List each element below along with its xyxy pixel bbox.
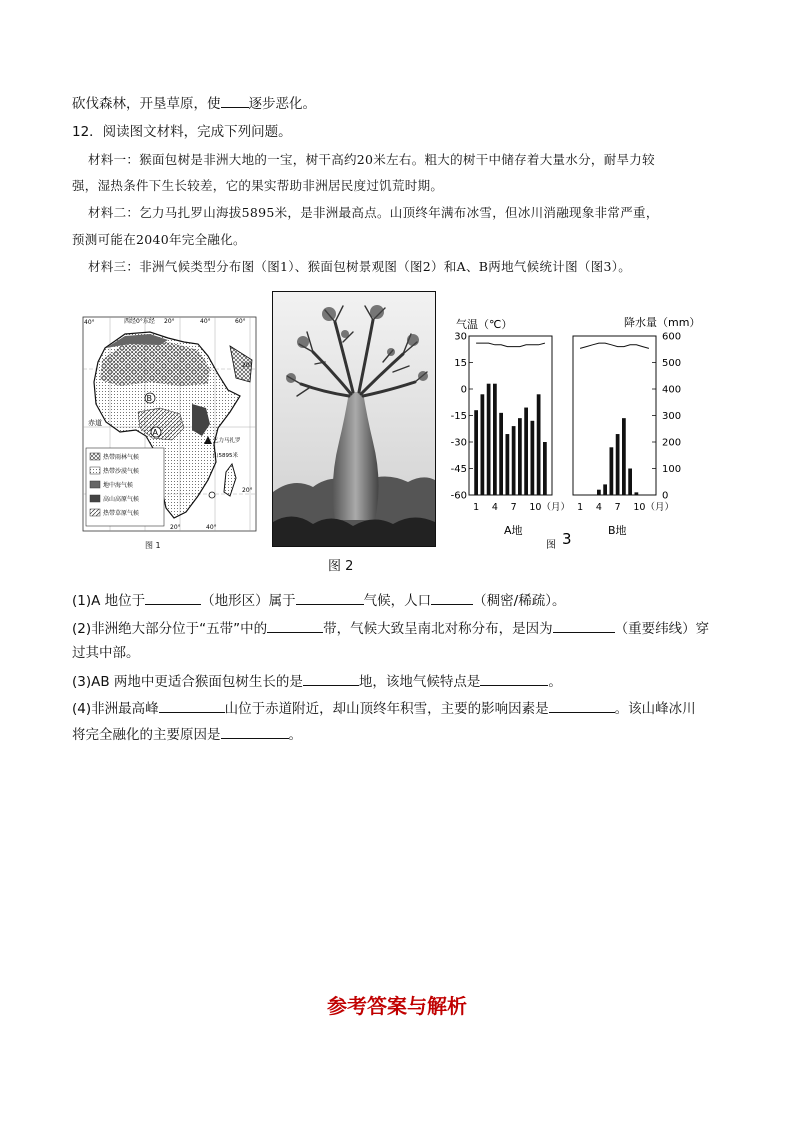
- precipitation-tick-label: 0: [662, 490, 669, 502]
- chart-b-temperature-line: [580, 343, 649, 348]
- question-4: (4)非洲最高峰 山位于赤道附近，却山顶终年积雪，主要的影响因素是 。该山峰冰川: [72, 698, 696, 719]
- precipitation-tick-label: 400: [662, 384, 682, 396]
- precipitation-tick-label: 100: [662, 464, 682, 475]
- material-2-line-2: 预测可能在2040年完全融化。: [72, 232, 246, 247]
- precipitation-bar: [493, 384, 497, 495]
- precipitation-bar: [537, 394, 541, 495]
- legend-item: 热带雨林气候: [103, 454, 140, 461]
- figure-2-caption: 图 2: [328, 559, 354, 574]
- map-lon-label: 20°: [170, 524, 181, 531]
- point-a-label: A: [152, 428, 158, 437]
- answer-blank[interactable]: [221, 93, 249, 108]
- question-1: (1)A 地位于 （地形区）属于 气候，人口 （稠密/稀疏）。: [72, 590, 565, 611]
- answer-blank[interactable]: [303, 671, 359, 686]
- temperature-tick-label: -45: [450, 464, 467, 475]
- map-lon-label: 60°: [235, 318, 246, 325]
- answer-blank[interactable]: [267, 618, 323, 633]
- precipitation-tick-label: 600: [662, 331, 682, 343]
- figure-1-caption: 图 1: [145, 541, 161, 550]
- answer-blank[interactable]: [221, 724, 289, 739]
- answer-blank[interactable]: [553, 618, 615, 633]
- precipitation-bar: [635, 492, 639, 495]
- legend-item: 热带沙漠气候: [103, 468, 140, 475]
- material-2-line-1: 材料二：乞力马扎罗山海拔5895米，是非洲最高点。山顶终年满布冰雪，但冰川消融现象非常严重，: [88, 205, 659, 220]
- precipitation-bar: [603, 484, 607, 495]
- map-lon-label: 40°: [84, 319, 95, 326]
- month-tick-label: 1: [577, 502, 584, 513]
- precipitation-bar: [506, 434, 510, 495]
- figure-3-climate-charts: [448, 312, 701, 552]
- legend-item: 地中海气候: [103, 482, 134, 489]
- mountain-label: 乞力马扎罗: [213, 438, 241, 444]
- chart-a-place-label: A地: [504, 524, 523, 537]
- precipitation-bar: [481, 394, 485, 495]
- precipitation-bar: [616, 434, 620, 495]
- question-2: (2)非洲绝大部分位于“五带”中的 带，气候大致呈南北对称分布，是因为 （重要纬线）穿: [72, 618, 709, 639]
- map-lon-label: 20°: [164, 318, 175, 325]
- precipitation-bar: [543, 442, 547, 495]
- temperature-tick-label: -60: [450, 490, 467, 502]
- month-tick-label: 10（月）: [633, 502, 674, 513]
- material-1-line-1: 材料一：猴面包树是非洲大地的一宝，树干高约20米左右。粗大的树干中储存着大量水分，耐旱力较: [88, 152, 655, 167]
- question-3: (3)AB 两地中更适合猴面包树生长的是 地，该地气候特点是 。: [72, 671, 562, 692]
- precipitation-bar: [531, 421, 535, 495]
- precipitation-bar: [622, 418, 626, 495]
- month-tick-label: 1: [473, 502, 480, 513]
- chart-b-place-label: B地: [608, 524, 627, 537]
- precipitation-bar: [487, 384, 491, 495]
- temperature-tick-label: 0: [460, 384, 467, 396]
- chart-a-temperature-line: [476, 343, 545, 347]
- figure-3-caption: 图: [546, 540, 556, 551]
- map-lat-label: 20°: [242, 487, 253, 494]
- temperature-tick-label: 15: [454, 358, 467, 369]
- precipitation-bar: [628, 469, 632, 496]
- figure-3-caption-number: 3: [562, 530, 572, 548]
- precipitation-tick-label: 200: [662, 437, 682, 449]
- month-tick-label: 4: [491, 502, 498, 513]
- map-lon-label: 40°: [200, 318, 211, 325]
- answer-section-title: 参考答案与解析: [327, 994, 467, 1018]
- question-12-title: 12．阅读图文材料，完成下列问题。: [72, 124, 292, 140]
- point-b-label: B: [146, 394, 152, 403]
- answer-blank[interactable]: [480, 671, 548, 686]
- answer-blank[interactable]: [431, 590, 473, 605]
- map-lat-label: 20°: [242, 362, 253, 369]
- mountain-height-label: 山5895米: [213, 453, 238, 459]
- map-lon-label: 西经0°东经: [124, 318, 155, 325]
- question-4-cont: 将完全融化的主要原因是 。: [72, 724, 302, 745]
- answer-blank[interactable]: [296, 590, 364, 605]
- precipitation-bar: [524, 408, 528, 495]
- precipitation-bar: [610, 447, 614, 495]
- precipitation-bar: [518, 418, 522, 495]
- temperature-tick-label: 30: [454, 331, 467, 343]
- temperature-axis-label: 气温（℃）: [456, 318, 513, 331]
- figure-2-baobab-photo: [272, 291, 436, 547]
- precipitation-tick-label: 500: [662, 358, 682, 369]
- precipitation-tick-label: 300: [662, 411, 682, 422]
- legend-item: 热带草原气候: [103, 510, 140, 517]
- material-1-line-2: 强，湿热条件下生长较差，它的果实帮助非洲居民度过饥荒时期。: [72, 178, 444, 193]
- answer-blank[interactable]: [549, 698, 615, 713]
- month-tick-label: 7: [510, 502, 517, 513]
- precipitation-bar: [499, 413, 503, 495]
- map-lon-label: 40°: [206, 524, 217, 531]
- answer-blank[interactable]: [145, 590, 201, 605]
- month-tick-label: 10（月）: [529, 502, 570, 513]
- top-line: 砍伐森林，开垦草原，使 逐步恶化。: [72, 93, 316, 114]
- precipitation-bar: [597, 490, 601, 495]
- chart-b-frame: [573, 336, 656, 495]
- precipitation-bar: [512, 426, 516, 495]
- figure-1-map: [80, 312, 260, 534]
- month-tick-label: 7: [614, 502, 621, 513]
- legend-item: 高山高原气候: [103, 496, 140, 503]
- month-tick-label: 4: [595, 502, 602, 513]
- temperature-tick-label: -15: [450, 411, 467, 422]
- answer-blank[interactable]: [159, 698, 225, 713]
- temperature-tick-label: -30: [450, 437, 467, 449]
- question-2-cont: 过其中部。: [72, 645, 140, 661]
- material-3: 材料三：非洲气候类型分布图（图1）、猴面包树景观图（图2）和A、B两地气候统计图（图3）。: [88, 259, 632, 274]
- precipitation-axis-label: 降水量（mm）: [624, 316, 701, 329]
- precipitation-bar: [474, 410, 478, 495]
- equator-label: 赤道: [88, 419, 102, 427]
